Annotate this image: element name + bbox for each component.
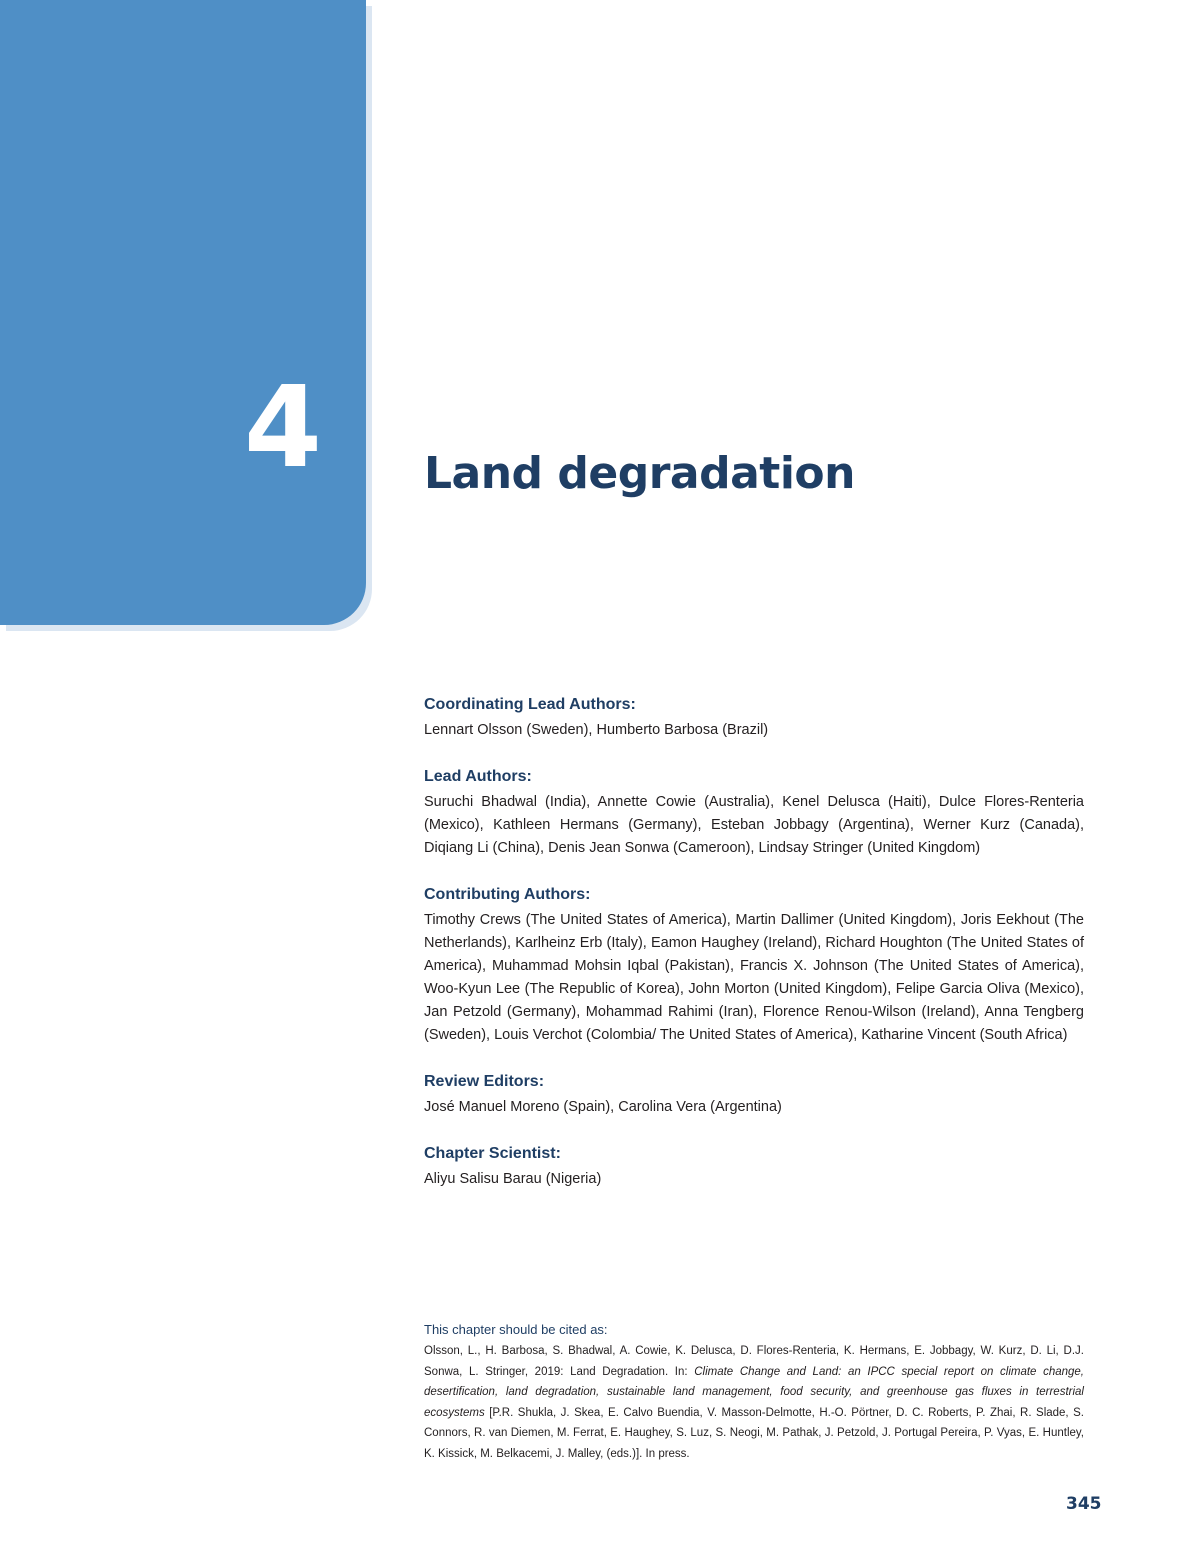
review-editors-section (424, 1071, 1084, 1119)
chapter-scientist-heading: Chapter Scientist: (424, 1145, 561, 1162)
chapter-scientist-section (424, 1143, 1084, 1191)
author-list (424, 694, 1084, 1215)
contributing-authors-heading: Contributing Authors: (424, 886, 591, 903)
chapter-scientist-name: Aliyu Salisu Barau (Nigeria) (424, 1171, 602, 1187)
coordinating-lead-authors-heading: Coordinating Lead Authors: (424, 696, 636, 713)
citation-book-title: Climate Change and Land: an IPCC special report on climate change, desertification, land degradation, sustainable land management, food security, and greenhouse gas fluxes in terrestrial ecosystems (424, 1365, 1084, 1419)
contributing-authors-section (424, 884, 1084, 1047)
citation-authors: Olsson, L., H. Barbosa, S. Bhadwal, A. Cowie, K. Delusca, D. Flores-Renteria, K. Hermans, E. Jobbagy, W. Kurz, D. Li, D.J. Sonwa, L. Stringer, 2019: Land Degradation. In: (424, 1345, 1084, 1378)
lead-authors-section (424, 766, 1084, 860)
chapter-number: 4 (244, 363, 322, 493)
citation-editors: [P.R. Shukla, J. Skea, E. Calvo Buendia, V. Masson-Delmotte, H.-O. Pörtner, D. C. Roberts, P. Zhai, R. Slade, S. Connors, R. van Diemen, M. Ferrat, E. Haughey, S. Luz, S. Neogi, M. Pathak, J. Petzold, J. Portugal Pereira, P. Vyas, E. Huntley, K. Kissick, M. Belkacemi, J. Malley, (eds.)]. In press. (424, 1406, 1084, 1460)
chapter-title: Land degradation (424, 448, 855, 499)
citation-text (424, 1341, 1084, 1464)
chapter-banner (0, 0, 366, 625)
contributing-authors-names: Timothy Crews (The United States of America), Martin Dallimer (United Kingdom), Joris Eekhout (The Netherlands), Karlheinz Erb (Italy), Eamon Haughey (Ireland), Richard Houghton (The United States of America), Muhammad Mohsin Iqbal (Pakistan), Francis X. Johnson (The United States of America), Woo-Kyun Lee (The Republic of Korea), John Morton (United Kingdom), Felipe Garcia Oliva (Mexico), Jan Petzold (Germany), Mohammad Rahimi (Iran), Florence Renou-Wilson (Ireland), Anna Tengberg (Sweden), Louis Verchot (Colombia/ The United States of America), Katharine Vincent (South Africa) (424, 912, 1084, 1043)
coordinating-lead-authors-section (424, 694, 1084, 742)
lead-authors-heading: Lead Authors: (424, 768, 532, 785)
review-editors-names: José Manuel Moreno (Spain), Carolina Vera (Argentina) (424, 1099, 782, 1115)
page-number: 345 (1066, 1494, 1102, 1514)
citation-heading: This chapter should be cited as: (424, 1322, 608, 1337)
citation-block (424, 1321, 1084, 1464)
review-editors-heading: Review Editors: (424, 1073, 545, 1090)
coordinating-lead-authors-names: Lennart Olsson (Sweden), Humberto Barbosa (Brazil) (424, 722, 769, 738)
lead-authors-names: Suruchi Bhadwal (India), Annette Cowie (Australia), Kenel Delusca (Haiti), Dulce Flores-Renteria (Mexico), Kathleen Hermans (Germany), Esteban Jobbagy (Argentina), Werner Kurz (Canada), Diqiang Li (China), Denis Jean Sonwa (Cameroon), Lindsay Stringer (United Kingdom) (424, 794, 1084, 856)
